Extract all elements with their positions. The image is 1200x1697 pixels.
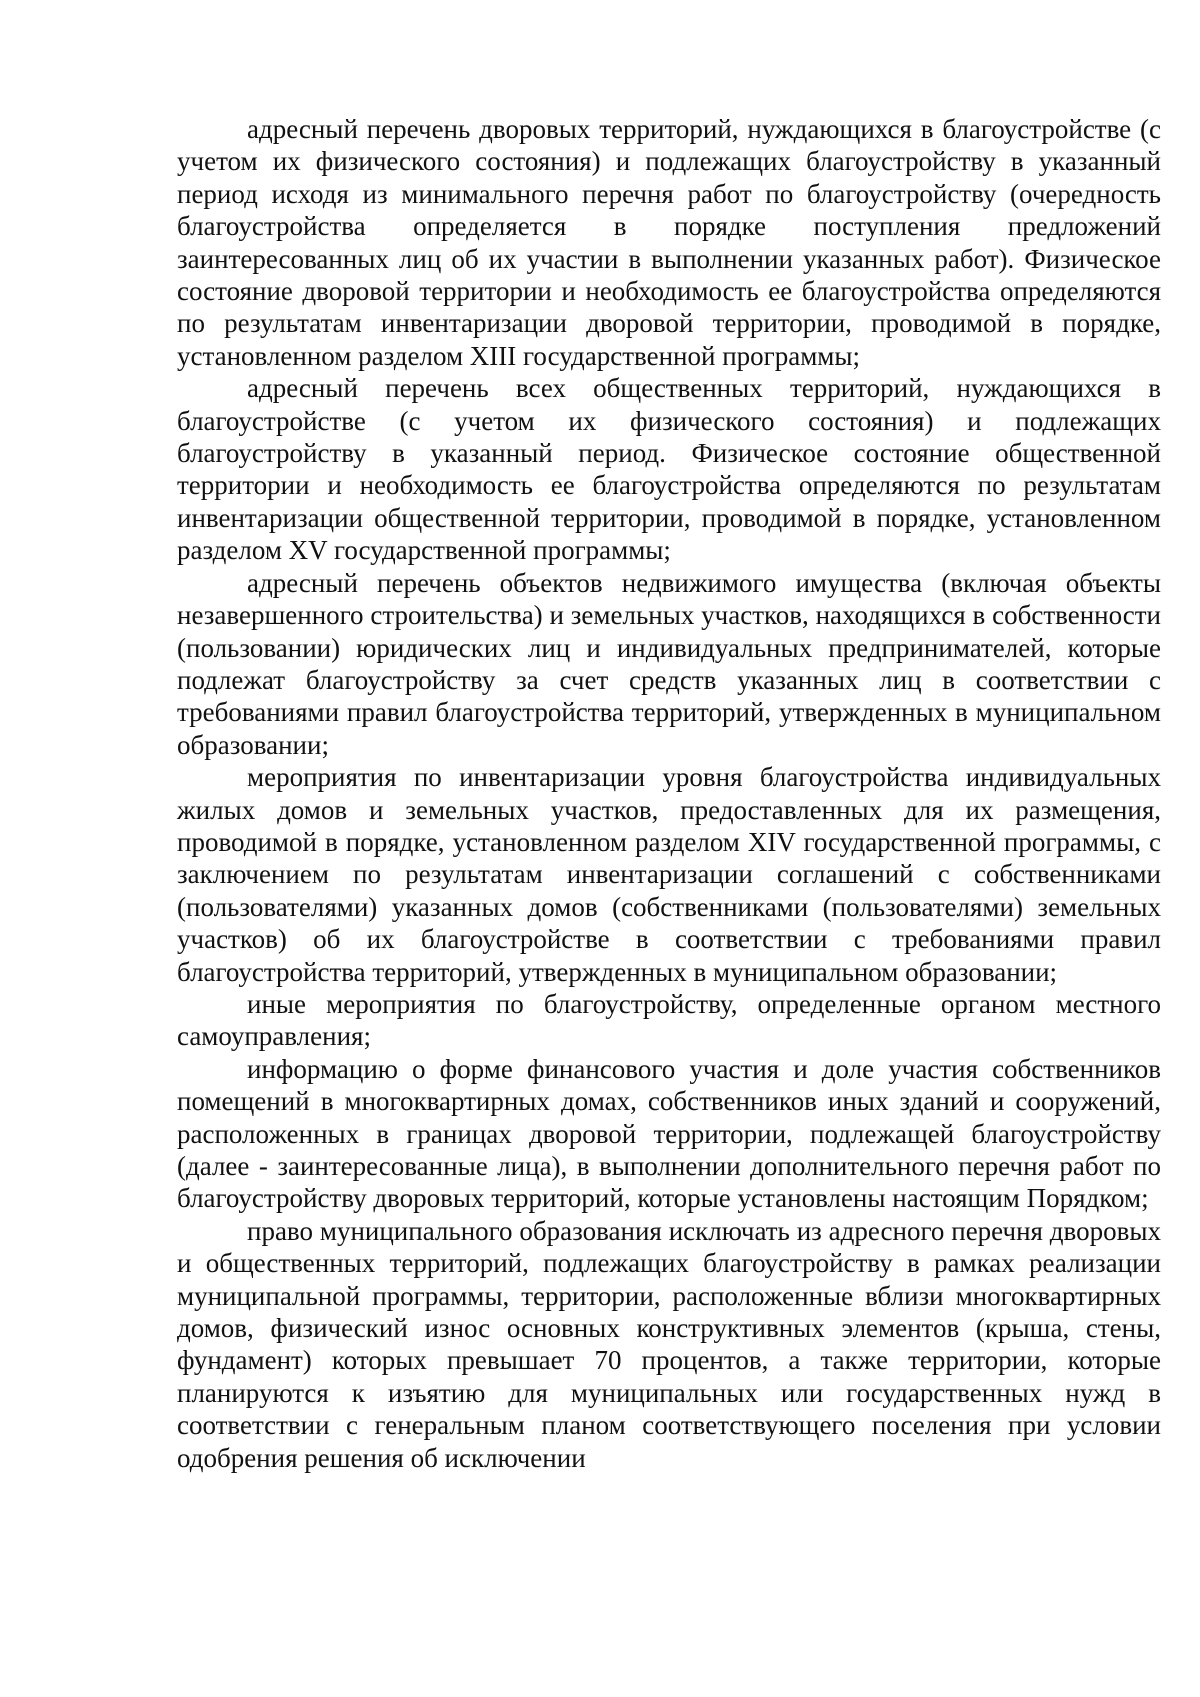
paragraph-other-measures: иные мероприятия по благоустройству, определенные органом местного самоуправления;	[177, 988, 1161, 1052]
paragraph-exclusion-right: право муниципального образования исключать из адресного перечня дворовых и общественных территорий, подлежащих благоустройству в рамках реализации муниципальной программы, территории, расположенные вблизи многоквартирных домов, физический износ основных конструктивных элементов (крыша, стены, фундамент) которых превышает 70 процентов, а также территории, которые планируются к изъятию для муниципальных или государственных нужд в соответствии с генеральным планом соответствующего поселения при условии одобрения решения об исключении	[177, 1215, 1161, 1473]
document-body	[177, 113, 1161, 1474]
paragraph-real-estate-objects-list: адресный перечень объектов недвижимого имущества (включая объекты незавершенного строительства) и земельных участков, находящихся в собственности (пользовании) юридических лиц и индивидуальных предпринимателей, которые подлежат благоустройству за счет средств указанных лиц в соответствии с требованиями правил благоустройства территорий, утвержденных в муниципальном образовании;	[177, 567, 1161, 760]
paragraph-public-territories-list: адресный перечень всех общественных территорий, нуждающихся в благоустройстве (с учетом их физического состояния) и подлежащих благоустройству в указанный период. Физическое состояние общественной территории и необходимость ее благоустройства определяются по результатам инвентаризации общественной территории, проводимой в порядке, установленном разделом XV государственной программы;	[177, 373, 1161, 566]
paragraph-financial-participation: информацию о форме финансового участия и доле участия собственников помещений в многоквартирных домах, собственников иных зданий и сооружений, расположенных в границах дворовой территории, подлежащей благоустройству (далее - заинтересованные лица), в выполнении дополнительного перечня работ по благоустройству дворовых территорий, которые установлены настоящим Порядком;	[177, 1053, 1161, 1214]
paragraph-inventory-measures: мероприятия по инвентаризации уровня благоустройства индивидуальных жилых домов и земельных участков, предоставленных для их размещения, проводимой в порядке, установленном разделом XIV государственной программы, с заключением по результатам инвентаризации соглашений с собственниками (пользователями) указанных домов (собственниками (пользователями) земельных участков) об их благоустройстве в соответствии с требованиями правил благоустройства территорий, утвержденных в муниципальном образовании;	[177, 762, 1161, 987]
paragraph-yard-territories-list: адресный перечень дворовых территорий, нуждающихся в благоустройстве (с учетом их физического состояния) и подлежащих благоустройству в указанный период исходя из минимального перечня работ по благоустройству (очередность благоустройства определяется в порядке поступления предложений заинтересованных лиц об их участии в выполнении указанных работ). Физическое состояние дворовой территории и необходимость ее благоустройства определяются по результатам инвентаризации дворовой территории, проводимой в порядке, установленном разделом XIII государственной программы;	[177, 114, 1161, 371]
